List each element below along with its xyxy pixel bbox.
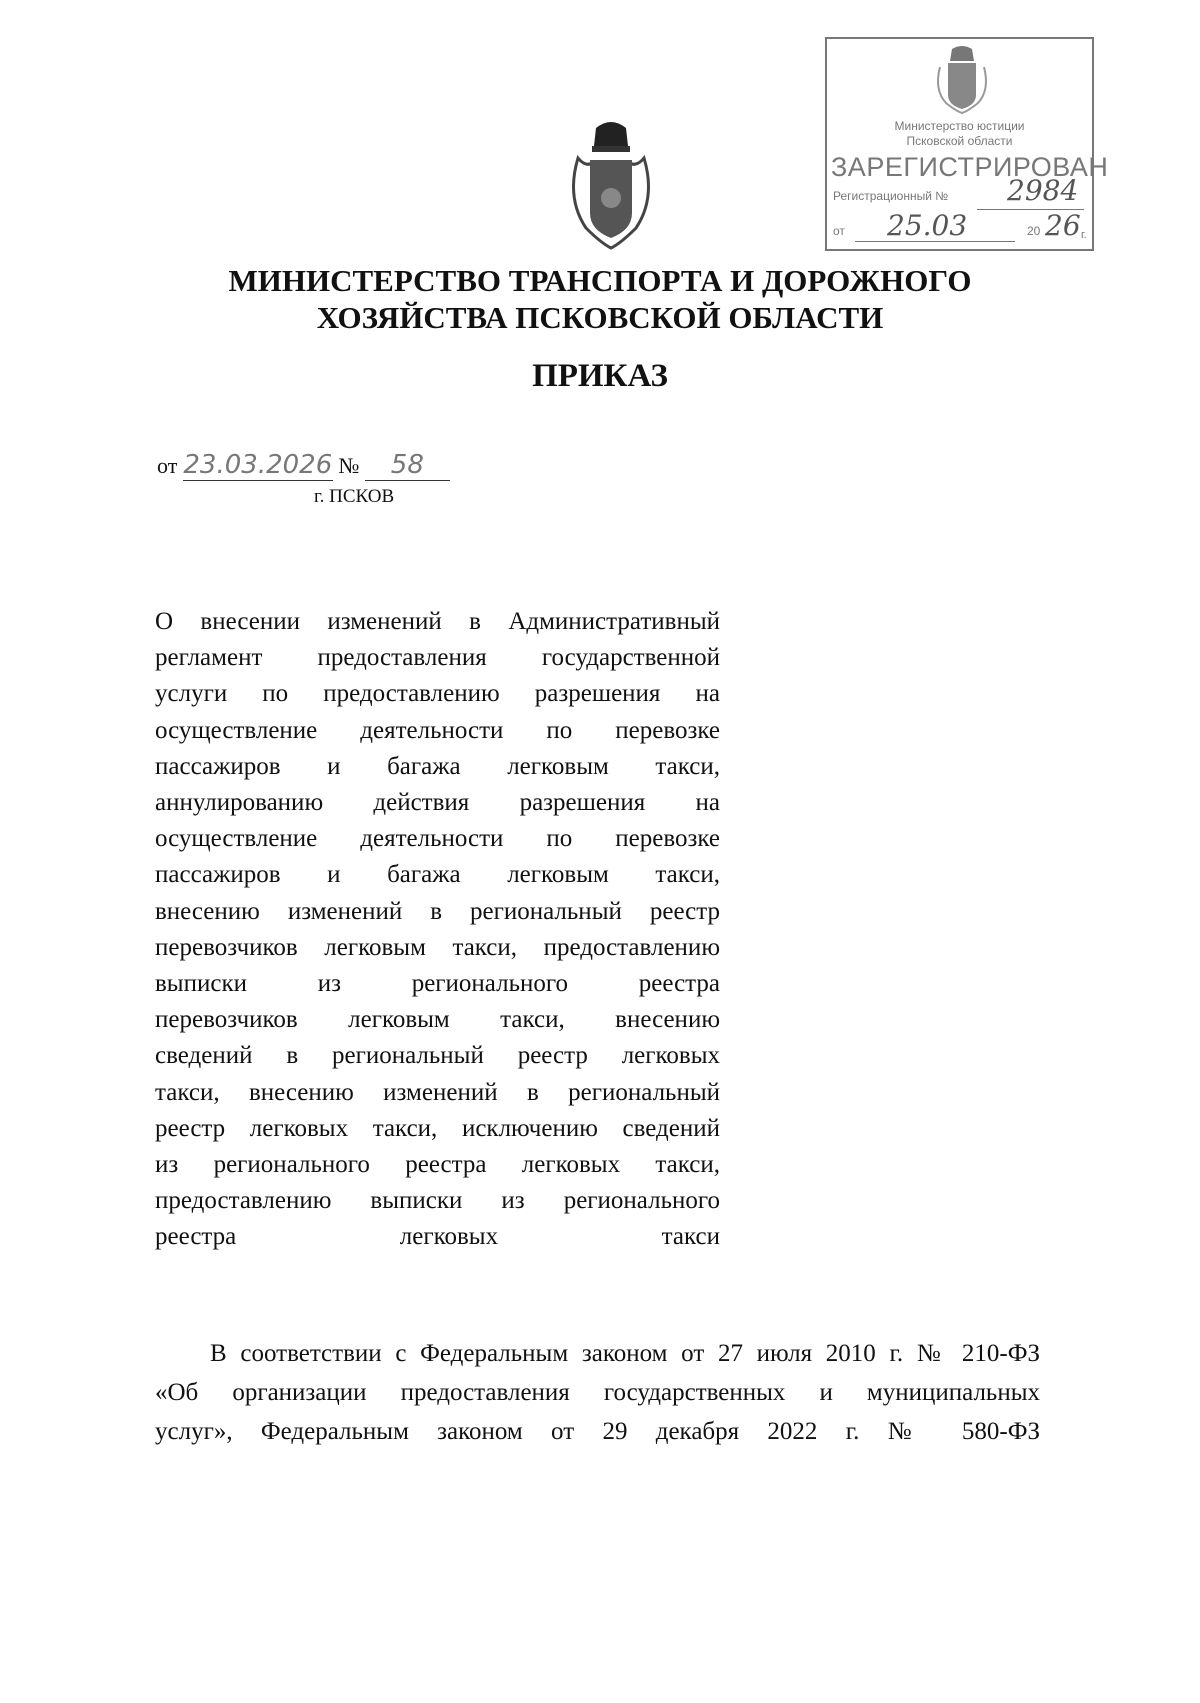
title-line: осуществление деятельности по перевозке	[155, 716, 720, 744]
title-line: перевозчиков легковым такси, внесению	[155, 1006, 720, 1034]
document-type: ПРИКАЗ	[532, 358, 668, 394]
order-title	[155, 604, 720, 1256]
stamp-status: ЗАРЕГИСТРИРОВАН	[831, 152, 1109, 182]
ministry-line-1: МИНИСТЕРСТВО ТРАНСПОРТА И ДОРОЖНОГО	[228, 263, 972, 298]
coat-of-arms-emblem	[566, 118, 656, 253]
body-line: В соответствии с Федеральным законом от 27 июля 2010 г. № 210-ФЗ	[210, 1340, 1040, 1367]
stamp-ministry-line2: Псковской области	[906, 134, 1013, 148]
stamp-date-label: от	[833, 224, 845, 238]
stamp-year-prefix: 20	[1027, 224, 1041, 238]
title-line: перевозчиков легковым такси, предоставлению	[155, 933, 720, 961]
title-line: аннулированию действия разрешения на	[155, 789, 720, 817]
order-number-value: 58	[390, 450, 424, 480]
stamp-emblem-icon	[932, 45, 992, 115]
body-line: «Об организации предоставления государственных и муниципальных	[155, 1379, 1040, 1406]
stamp-reg-label: Регистрационный №	[833, 189, 949, 203]
title-line: предоставлению выписки из регионального	[155, 1187, 720, 1215]
order-number-label: №	[338, 453, 360, 478]
title-line: внесению изменений в региональный реестр	[155, 897, 720, 925]
title-line: такси, внесению изменений в региональный	[155, 1078, 720, 1106]
title-line: из регионального реестра легковых такси,	[155, 1151, 720, 1179]
body-line: услуг», Федеральным законом от 29 декабря 2022 г. № 580-ФЗ	[155, 1418, 1040, 1445]
stamp-year-value: 26	[1045, 209, 1081, 242]
registration-stamp	[825, 37, 1109, 251]
title-line: реестра легковых такси	[155, 1223, 720, 1251]
stamp-year-suffix: г.	[1081, 229, 1087, 241]
ministry-line-2: ХОЗЯЙСТВА ПСКОВСКОЙ ОБЛАСТИ	[316, 300, 884, 335]
title-line: О внесении изменений в Административный	[155, 608, 720, 635]
order-date-value: 23.03.2026	[183, 450, 333, 480]
order-date-number	[157, 450, 450, 481]
title-line: выписки из регионального реестра	[155, 970, 720, 998]
title-line: осуществление деятельности по перевозке	[155, 825, 720, 853]
title-line: реестр легковых такси, исключению сведений	[155, 1114, 720, 1142]
title-line: пассажиров и багажа легковым такси,	[155, 861, 720, 889]
order-body	[155, 1334, 1040, 1451]
order-city: г. ПСКОВ	[314, 486, 395, 507]
title-line: регламент предоставления государственной	[155, 644, 720, 672]
title-line: услуги по предоставлению разрешения на	[155, 680, 720, 708]
stamp-ministry-line1: Министерство юстиции	[894, 119, 1025, 133]
stamp-date-value: 25.03	[887, 209, 968, 242]
stamp-reg-number: 2984	[1007, 174, 1079, 207]
order-date-label: от	[157, 453, 178, 478]
title-line: сведений в региональный реестр легковых	[155, 1042, 720, 1070]
ministry-name	[0, 262, 1200, 336]
title-line: пассажиров и багажа легковым такси,	[155, 752, 720, 780]
